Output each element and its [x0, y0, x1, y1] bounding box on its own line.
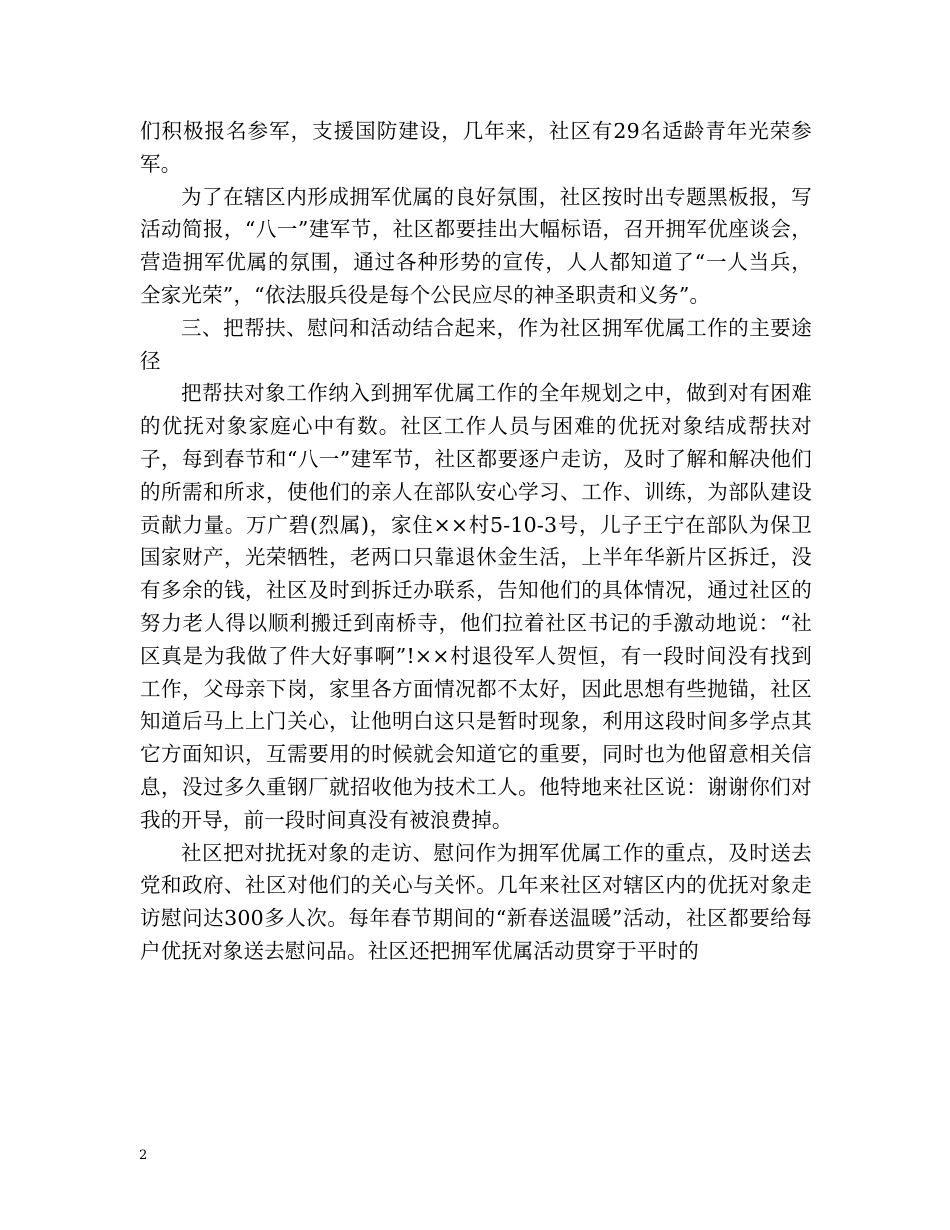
paragraph-3: 把帮扶对象工作纳入到拥军优属工作的全年规划之中，做到对有困难的优抚对象家庭心中有数。社区工作人员与困难的优抚对象结成帮扶对子，每到春节和“八一”建军节，社区都要逐户走访，及时了解和解决他们的所需和所求，使他们的亲人在部队安心学习、工作、训练，为部队建设贡献力量。万广碧(烈属)，家住××村5-10-3号，儿子王宁在部队为保卫国家财产，光荣牺牲，老两口只靠退休金生活，上半年华新片区拆迁，没有多余的钱，社区及时到拆迁办联系，告知他们的具体情况，通过社区的努力老人得以顺利搬迁到南桥寺，他们拉着社区书记的手激动地说：“社区真是为我做了件大好事啊”!××村退役军人贺恒，有一段时间没有找到工作，父母亲下岗，家里各方面情况都不太好，因此思想有些抛锚，社区知道后马上上门关心，让他明白这只是暂时现象，利用这段时间多学点其它方面知识，互需要用的时候就会知道它的重要，同时也为他留意相关信息，没过多久重钢厂就招收他为技术工人。他特地来社区说：谢谢你们对我的开导，前一段时间真没有被浪费掉。: [140, 381, 812, 832]
paragraph-1: 们积极报名参军，支援国防建设，几年来，社区有29名适龄青年光荣参军。: [140, 119, 812, 176]
paragraph-2: 为了在辖区内形成拥军优属的良好氛围，社区按时出专题黑板报，写活动简报，“八一”建军节，社区都要挂出大幅标语，召开拥军优座谈会，营造拥军优属的氛围，通过各种形势的宣传，人人都知道了“一人当兵，全家光荣”，“依法服兵役是每个公民应尽的神圣职责和义务”。: [140, 184, 812, 307]
document-body: [140, 115, 812, 968]
paragraph-4: 社区把对扰抚对象的走访、慰问作为拥军优属工作的重点，及时送去党和政府、社区对他们的关心与关怀。几年来社区对辖区内的优抚对象走访慰问达300多人次。每年春节期间的“新春送温暖”活动，社区都要给每户优抚对象送去慰问品。社区还把拥军优属活动贯穿于平时的: [140, 840, 812, 963]
page-number: 2: [139, 1148, 148, 1163]
section-heading: 三、把帮扶、慰问和活动结合起来，作为社区拥军优属工作的主要途径: [140, 315, 812, 373]
